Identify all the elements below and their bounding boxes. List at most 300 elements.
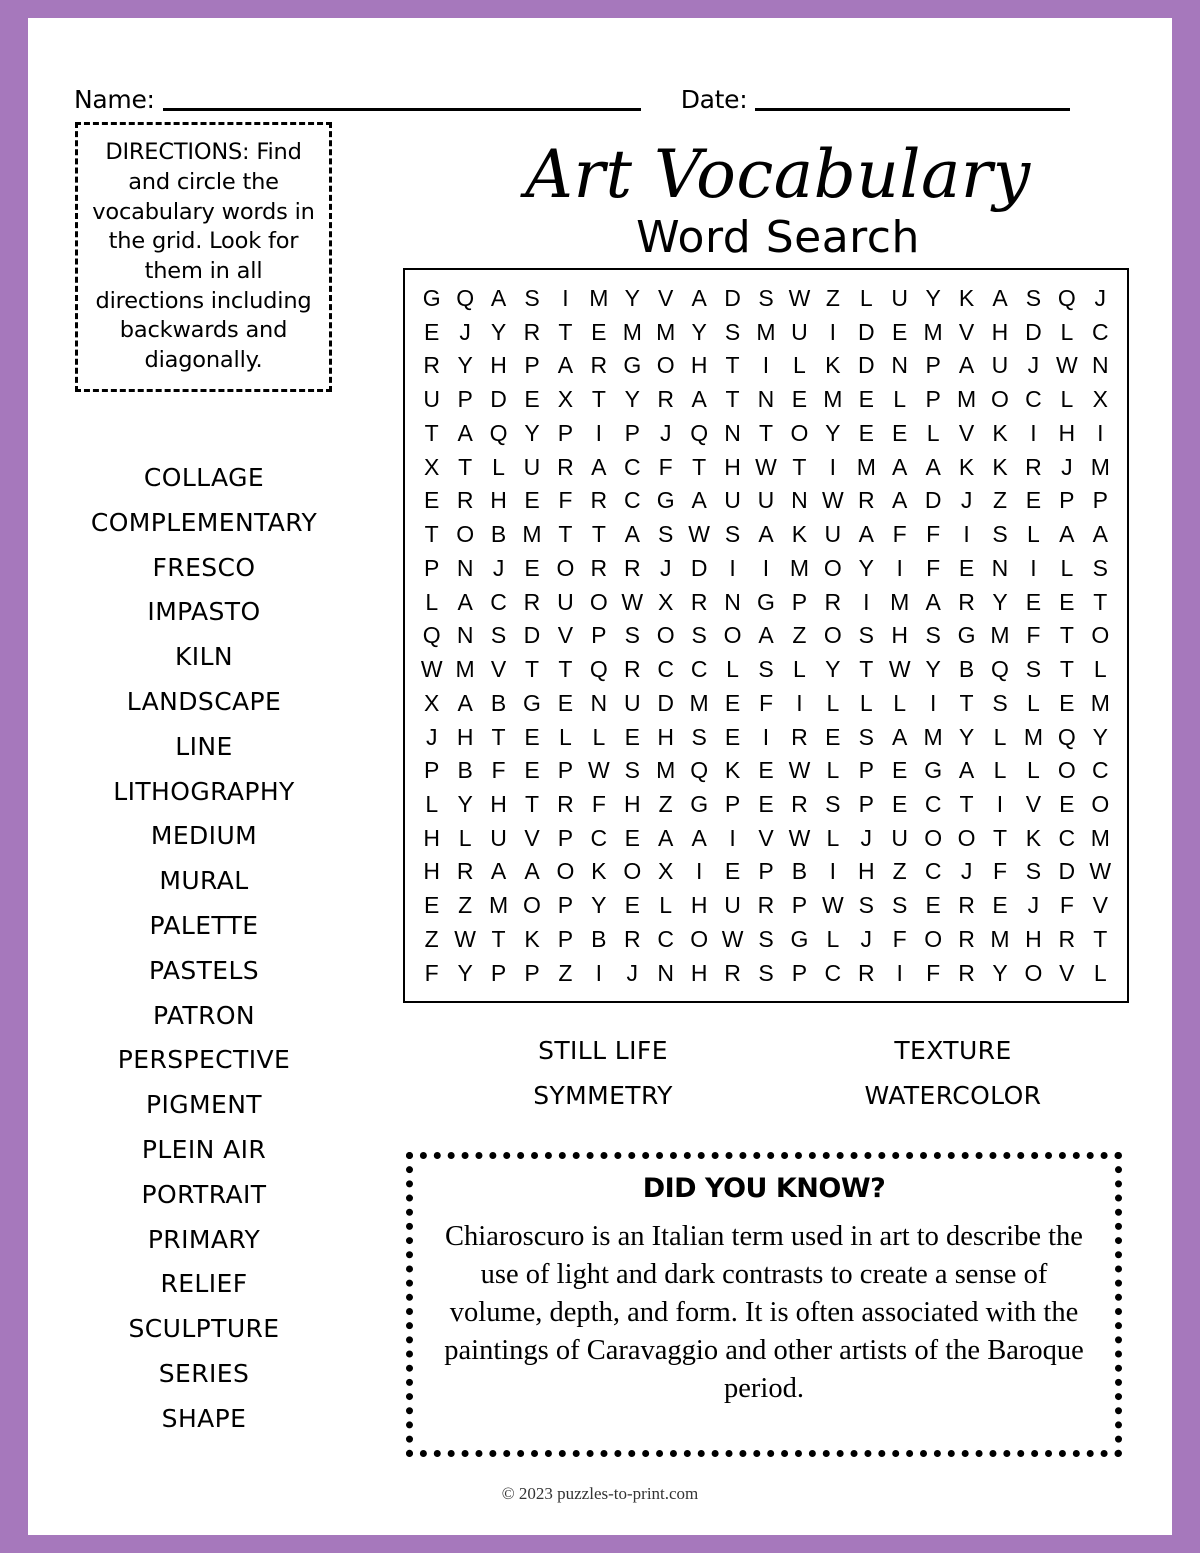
grid-cell[interactable]: S [758,656,774,683]
grid-cell[interactable]: D [924,487,942,514]
grid-cell[interactable]: J [492,554,505,581]
grid-cell[interactable]: E [524,757,540,784]
grid-cell[interactable]: S [858,892,874,919]
grid-cell[interactable]: K [958,285,975,311]
grid-cell[interactable]: V [1025,791,1042,818]
grid-cell[interactable]: W [420,656,443,683]
grid-cell[interactable]: E [992,892,1008,919]
grid-cell[interactable]: S [825,791,841,818]
grid-cell[interactable]: W [788,757,811,784]
grid-cell[interactable]: N [657,959,675,986]
grid-cell[interactable]: K [524,925,540,952]
grid-cell[interactable]: E [758,757,774,784]
grid-cell[interactable]: P [758,858,774,885]
grid-cell[interactable]: G [623,352,642,379]
grid-cell[interactable]: P [424,757,440,784]
grid-cell[interactable]: Y [524,419,540,446]
grid-cell[interactable]: J [860,824,873,851]
grid-cell[interactable]: K [1025,824,1042,851]
grid-cell[interactable]: T [692,453,707,480]
grid-cell[interactable]: T [491,723,506,750]
grid-cell[interactable]: L [492,453,505,480]
grid-cell[interactable]: R [757,892,775,919]
grid-cell[interactable]: T [959,791,974,818]
grid-cell[interactable]: T [1059,656,1074,683]
grid-cell[interactable]: L [425,791,439,818]
grid-cell[interactable]: Y [591,892,607,919]
grid-cell[interactable]: X [424,689,440,716]
grid-cell[interactable]: F [926,959,941,986]
grid-cell[interactable]: R [958,925,975,952]
grid-cell[interactable]: A [758,521,774,548]
grid-cell[interactable]: Q [1057,723,1076,750]
grid-cell[interactable]: U [623,689,641,716]
grid-cell[interactable]: I [829,453,837,480]
grid-cell[interactable]: E [524,386,540,413]
grid-cell[interactable]: F [892,925,907,952]
grid-cell[interactable]: H [423,858,441,885]
grid-cell[interactable]: M [756,318,776,345]
grid-cell[interactable]: D [490,386,507,413]
grid-cell[interactable]: Y [1092,723,1108,750]
grid-cell[interactable]: P [925,386,941,413]
grid-cell[interactable]: S [992,521,1008,548]
grid-cell[interactable]: W [721,925,744,952]
grid-cell[interactable]: W [821,487,844,514]
grid-cell[interactable]: X [658,858,674,885]
grid-cell[interactable]: P [724,791,741,818]
grid-cell[interactable]: A [624,521,640,548]
grid-cell[interactable]: Z [892,858,907,885]
grid-cell[interactable]: Q [690,419,709,446]
grid-cell[interactable]: L [926,419,940,446]
grid-cell[interactable]: W [621,588,644,615]
grid-cell[interactable]: H [991,318,1009,345]
grid-cell[interactable]: E [892,318,908,345]
grid-cell[interactable]: A [524,858,540,885]
grid-cell[interactable]: R [623,925,641,952]
grid-cell[interactable]: I [595,419,603,446]
grid-cell[interactable]: C [623,487,641,514]
grid-cell[interactable]: R [523,588,541,615]
grid-cell[interactable]: P [457,386,473,413]
grid-cell[interactable]: K [825,352,841,379]
grid-cell[interactable]: Y [992,959,1008,986]
grid-cell[interactable]: Y [490,318,507,345]
grid-cell[interactable]: Q [456,285,475,311]
grid-cell[interactable]: H [623,791,641,818]
grid-cell[interactable]: M [689,689,709,716]
grid-cell[interactable]: E [1059,791,1075,818]
grid-cell[interactable]: U [757,487,775,514]
grid-cell[interactable]: Z [992,487,1008,514]
grid-cell[interactable]: R [623,656,641,683]
grid-cell[interactable]: L [726,656,739,683]
grid-cell[interactable]: H [1025,925,1042,952]
grid-cell[interactable]: I [829,858,837,885]
grid-cell[interactable]: T [558,656,573,683]
grid-cell[interactable]: L [1093,959,1107,986]
grid-cell[interactable]: T [725,352,740,379]
grid-cell[interactable]: N [757,386,775,413]
grid-cell[interactable]: S [992,689,1008,716]
grid-cell[interactable]: W [1055,352,1078,379]
grid-cell[interactable]: M [789,554,809,581]
grid-cell[interactable]: B [791,858,808,885]
grid-cell[interactable]: D [724,285,741,311]
grid-cell[interactable]: L [893,689,907,716]
grid-cell[interactable]: S [1025,858,1042,885]
grid-cell[interactable]: T [491,925,506,952]
grid-cell[interactable]: N [1091,352,1109,379]
grid-cell[interactable]: T [792,453,807,480]
grid-cell[interactable]: L [993,723,1007,750]
grid-cell[interactable]: E [858,419,874,446]
grid-cell[interactable]: Z [558,959,573,986]
grid-cell[interactable]: I [762,352,770,379]
grid-cell[interactable]: A [958,352,975,379]
grid-cell[interactable]: I [1097,419,1104,446]
grid-cell[interactable]: R [456,487,474,514]
grid-cell[interactable]: M [1090,824,1110,851]
grid-cell[interactable]: R [590,487,608,514]
grid-cell[interactable]: W [888,656,911,683]
grid-cell[interactable]: I [896,959,903,986]
grid-cell[interactable]: U [490,824,507,851]
grid-cell[interactable]: E [524,554,540,581]
grid-cell[interactable]: S [925,622,941,649]
grid-cell[interactable]: M [656,757,676,784]
grid-cell[interactable]: X [557,386,574,413]
grid-cell[interactable]: O [790,419,809,446]
grid-cell[interactable]: Q [1057,285,1076,311]
grid-cell[interactable]: U [991,352,1009,379]
grid-cell[interactable]: R [791,723,808,750]
grid-cell[interactable]: T [591,386,606,413]
grid-cell[interactable]: E [858,386,874,413]
grid-cell[interactable]: N [791,487,808,514]
grid-cell[interactable]: L [559,723,572,750]
grid-cell[interactable]: T [1059,622,1074,649]
grid-cell[interactable]: K [992,419,1008,446]
grid-cell[interactable]: N [991,554,1009,581]
grid-cell[interactable]: E [758,791,774,818]
grid-cell[interactable]: P [591,622,607,649]
grid-cell[interactable]: I [762,554,770,581]
grid-cell[interactable]: E [424,318,440,345]
grid-cell[interactable]: M [656,318,676,345]
grid-cell[interactable]: L [1060,554,1074,581]
grid-cell[interactable]: T [959,689,974,716]
grid-cell[interactable]: P [557,824,574,851]
grid-cell[interactable]: I [829,318,837,345]
grid-cell[interactable]: V [557,622,574,649]
grid-cell[interactable]: D [657,689,675,716]
grid-cell[interactable]: K [791,521,808,548]
grid-cell[interactable]: H [657,723,675,750]
grid-cell[interactable]: O [1024,959,1043,986]
grid-cell[interactable]: Q [422,622,441,649]
grid-cell[interactable]: Q [489,419,508,446]
grid-cell[interactable]: F [1059,892,1074,919]
grid-cell[interactable]: V [758,824,774,851]
grid-cell[interactable]: U [891,824,909,851]
grid-cell[interactable]: C [590,824,608,851]
grid-cell[interactable]: O [690,925,709,952]
grid-cell[interactable]: R [1058,925,1076,952]
grid-cell[interactable]: E [791,386,808,413]
grid-cell[interactable]: T [1093,588,1108,615]
grid-cell[interactable]: H [690,352,708,379]
grid-cell[interactable]: B [490,521,507,548]
grid-cell[interactable]: L [859,689,873,716]
grid-cell[interactable]: A [858,521,874,548]
grid-cell[interactable]: B [958,656,975,683]
grid-cell[interactable]: A [658,824,674,851]
grid-cell[interactable]: S [691,723,707,750]
grid-cell[interactable]: E [624,892,640,919]
grid-cell[interactable]: P [557,419,574,446]
grid-cell[interactable]: E [1025,487,1042,514]
grid-cell[interactable]: M [455,656,475,683]
grid-cell[interactable]: E [524,487,540,514]
grid-cell[interactable]: H [456,723,474,750]
grid-cell[interactable]: F [992,858,1008,885]
grid-cell[interactable]: L [859,285,873,311]
grid-cell[interactable]: E [524,723,540,750]
grid-cell[interactable]: A [691,824,707,851]
grid-cell[interactable]: W [454,925,476,952]
grid-cell[interactable]: Y [457,959,473,986]
grid-cell[interactable]: N [456,554,474,581]
grid-cell[interactable]: R [523,318,541,345]
grid-cell[interactable]: R [690,588,708,615]
grid-cell[interactable]: Y [825,419,841,446]
grid-cell[interactable]: A [457,588,473,615]
grid-cell[interactable]: T [758,419,774,446]
grid-cell[interactable]: Y [858,554,874,581]
grid-cell[interactable]: R [623,554,641,581]
grid-cell[interactable]: C [824,959,842,986]
grid-cell[interactable]: X [658,588,674,615]
grid-cell[interactable]: A [1059,521,1075,548]
grid-cell[interactable]: T [1093,925,1108,952]
grid-cell[interactable]: S [758,285,774,311]
grid-cell[interactable]: U [891,285,909,311]
grid-cell[interactable]: L [826,757,840,784]
grid-cell[interactable]: V [958,419,975,446]
grid-cell[interactable]: L [659,892,673,919]
grid-cell[interactable]: I [562,285,569,311]
grid-cell[interactable]: D [523,622,541,649]
grid-cell[interactable]: Z [658,791,673,818]
grid-cell[interactable]: A [958,757,975,784]
grid-cell[interactable]: O [924,925,943,952]
grid-cell[interactable]: O [957,824,976,851]
grid-cell[interactable]: T [725,386,740,413]
grid-cell[interactable]: T [992,824,1008,851]
name-input-line[interactable] [163,108,641,111]
grid-cell[interactable]: H [690,959,708,986]
grid-cell[interactable]: H [891,622,909,649]
grid-cell[interactable]: Y [457,352,473,379]
grid-cell[interactable]: C [1091,318,1109,345]
grid-cell[interactable]: E [892,757,908,784]
grid-cell[interactable]: P [1059,487,1075,514]
grid-cell[interactable]: U [791,318,808,345]
grid-cell[interactable]: L [793,656,806,683]
grid-cell[interactable]: R [590,352,608,379]
grid-cell[interactable]: L [1093,656,1107,683]
grid-cell[interactable]: S [892,892,908,919]
grid-cell[interactable]: E [724,858,741,885]
grid-cell[interactable]: I [1030,419,1037,446]
grid-cell[interactable]: H [490,791,507,818]
grid-cell[interactable]: J [626,959,639,986]
grid-cell[interactable]: R [557,791,574,818]
grid-cell[interactable]: C [690,656,708,683]
grid-cell[interactable]: L [458,824,472,851]
grid-cell[interactable]: Q [690,757,709,784]
grid-cell[interactable]: Y [925,656,941,683]
grid-cell[interactable]: D [857,352,875,379]
grid-cell[interactable]: O [991,386,1009,413]
grid-cell[interactable]: J [425,723,438,750]
grid-cell[interactable]: C [1058,824,1076,851]
grid-cell[interactable]: J [1094,285,1107,311]
grid-cell[interactable]: J [659,554,672,581]
grid-cell[interactable]: C [657,656,675,683]
grid-cell[interactable]: A [457,689,473,716]
grid-cell[interactable]: E [825,723,841,750]
grid-cell[interactable]: S [658,521,674,548]
grid-cell[interactable]: F [892,521,907,548]
grid-cell[interactable]: P [791,892,808,919]
grid-cell[interactable]: E [424,487,440,514]
grid-cell[interactable]: Y [691,318,707,345]
grid-cell[interactable]: N [456,622,474,649]
grid-cell[interactable]: U [423,386,441,413]
grid-cell[interactable]: S [1025,656,1042,683]
grid-cell[interactable]: V [1092,892,1108,919]
grid-cell[interactable]: P [557,925,574,952]
grid-cell[interactable]: G [422,285,441,311]
grid-cell[interactable]: T [424,521,439,548]
grid-cell[interactable]: S [624,622,640,649]
word-search-grid[interactable] [403,268,1129,1003]
grid-cell[interactable]: O [723,622,742,649]
grid-cell[interactable]: O [623,858,642,885]
grid-cell[interactable]: Y [958,723,975,750]
grid-cell[interactable]: C [623,453,641,480]
grid-cell[interactable]: W [755,453,777,480]
grid-cell[interactable]: J [1027,892,1040,919]
grid-cell[interactable]: I [1030,554,1037,581]
grid-cell[interactable]: R [423,352,441,379]
grid-cell[interactable]: M [488,892,509,919]
grid-cell[interactable]: I [929,689,937,716]
grid-cell[interactable]: S [624,757,640,784]
grid-cell[interactable]: C [1091,757,1109,784]
grid-cell[interactable]: M [990,622,1010,649]
grid-cell[interactable]: T [859,656,874,683]
grid-cell[interactable]: S [1025,285,1042,311]
grid-cell[interactable]: E [624,824,640,851]
grid-cell[interactable]: U [724,892,741,919]
grid-cell[interactable]: M [856,453,876,480]
grid-cell[interactable]: E [724,689,741,716]
grid-cell[interactable]: H [423,824,441,851]
grid-cell[interactable]: E [892,419,908,446]
grid-cell[interactable]: E [557,689,574,716]
grid-cell[interactable]: W [587,757,610,784]
grid-cell[interactable]: C [1025,386,1042,413]
grid-cell[interactable]: E [424,892,440,919]
grid-cell[interactable]: R [590,554,608,581]
grid-cell[interactable]: Y [457,791,473,818]
grid-cell[interactable]: A [892,453,908,480]
grid-cell[interactable]: H [724,453,741,480]
grid-cell[interactable]: P [925,352,941,379]
grid-cell[interactable]: L [993,757,1007,784]
grid-cell[interactable]: Z [424,925,439,952]
grid-cell[interactable]: S [524,285,540,311]
grid-cell[interactable]: J [960,858,973,885]
grid-cell[interactable]: F [926,521,941,548]
grid-cell[interactable]: J [860,925,873,952]
grid-cell[interactable]: D [857,318,875,345]
grid-cell[interactable]: P [624,419,640,446]
grid-cell[interactable]: P [557,757,574,784]
grid-cell[interactable]: P [791,959,808,986]
grid-cell[interactable]: C [490,588,507,615]
grid-cell[interactable]: R [958,588,975,615]
grid-cell[interactable]: S [724,318,741,345]
grid-cell[interactable]: P [524,352,540,379]
grid-cell[interactable]: A [490,858,507,885]
grid-cell[interactable]: L [893,386,907,413]
grid-cell[interactable]: O [656,352,675,379]
grid-cell[interactable]: H [490,352,507,379]
grid-cell[interactable]: K [958,453,975,480]
grid-cell[interactable]: A [490,285,507,311]
grid-cell[interactable]: O [1091,622,1110,649]
grid-cell[interactable]: D [1058,858,1076,885]
grid-cell[interactable]: F [424,959,439,986]
grid-cell[interactable]: E [1059,588,1075,615]
grid-cell[interactable]: O [1057,757,1076,784]
grid-cell[interactable]: L [1027,521,1040,548]
grid-cell[interactable]: T [558,521,573,548]
grid-cell[interactable]: J [1027,352,1040,379]
grid-cell[interactable]: E [624,723,640,750]
grid-cell[interactable]: P [490,959,507,986]
grid-cell[interactable]: A [457,419,473,446]
grid-cell[interactable]: W [688,521,710,548]
grid-cell[interactable]: Z [792,622,807,649]
grid-cell[interactable]: E [1025,588,1042,615]
grid-cell[interactable]: S [1092,554,1108,581]
grid-cell[interactable]: A [691,487,707,514]
grid-cell[interactable]: V [1059,959,1075,986]
grid-cell[interactable]: M [923,723,943,750]
grid-cell[interactable]: M [522,521,542,548]
grid-cell[interactable]: W [788,824,811,851]
grid-cell[interactable]: R [958,959,975,986]
grid-cell[interactable]: F [758,689,774,716]
grid-cell[interactable]: I [996,791,1004,818]
grid-cell[interactable]: R [857,487,875,514]
